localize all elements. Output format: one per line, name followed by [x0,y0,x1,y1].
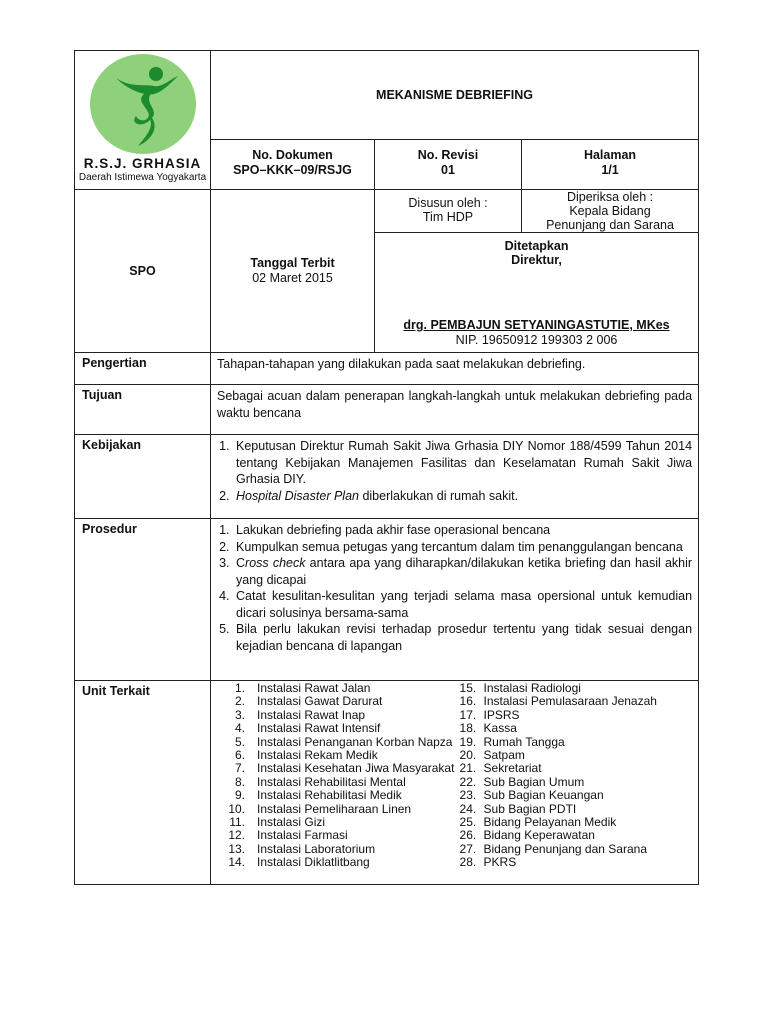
unit-item [221,682,460,695]
unit-name: Instalasi Rawat Inap [257,707,366,722]
unit-name: Instalasi Gawat Darurat [257,694,383,709]
ditetapkan-label: Ditetapkan [504,239,569,253]
unit-name: Satpam [483,748,525,763]
unit-item [221,776,460,789]
prosedur-list [217,522,692,654]
unit-item [460,776,699,789]
unit-item [221,762,460,775]
unit-item [221,722,460,735]
unit-name: Instalasi Radiologi [483,681,581,695]
spo-document [74,50,698,880]
unit-name: Instalasi Farmasi [257,828,348,843]
no-revisi-value: 01 [441,163,455,177]
unit-name: Sub Bagian PDTI [483,801,577,816]
unit-number: 12. [228,828,245,843]
prosedur-item-c: C [236,556,246,570]
tujuan-label: Tujuan [75,385,211,435]
kebijakan-label: Kebijakan [75,435,211,519]
unit-name: Bidang Penunjang dan Sarana [483,841,647,856]
unit-number: 7. [234,761,245,776]
org-region: Daerah Istimewa Yogyakarta [78,172,207,183]
halaman-label: Halaman [583,148,637,162]
prosedur-label: Prosedur [75,519,211,681]
unit-item [460,695,699,708]
diperiksa-label: Diperiksa oleh : [566,190,654,204]
kebijakan-item: 1. Keputusan Direktur Rumah Sakit Jiwa Grhasia DIY Nomor 188/4599 Tahun 2014 tentang Kebijakan Manajemen Fasilitas dan Keselamatan Rumah Sakit Jiwa Grhasia DIY. [233,438,692,488]
unit-item [460,803,699,816]
spo-label: SPO [75,190,211,353]
unit-name: Instalasi Kesehatan Jiwa Masyarakat [257,761,455,776]
unit-item [460,749,699,762]
hospital-logo [90,54,196,154]
spo-table [74,50,699,885]
unit-name: Instalasi Pemeliharaan Linen [257,801,412,816]
unit-name: IPSRS [483,707,520,722]
prosedur-item: 2. Kumpulkan semua petugas yang tercantum dalam tim penanggulangan bencana [233,539,692,556]
units-left-column [221,682,460,870]
unit-item [460,843,699,856]
unit-number: 23. [459,788,477,803]
unit-item [460,829,699,842]
kebijakan-item-italic: Hospital Disaster Plan [236,488,359,503]
unit-name: PKRS [483,855,517,870]
ditetapkan-cell [375,233,699,353]
unit-item [221,749,460,762]
unit-name: Sekretariat [483,761,542,776]
kebijakan-list [217,438,692,504]
unit-item [460,789,699,802]
unit-name: Kassa [483,721,517,736]
unit-name: Instalasi Diklatlitbang [257,855,370,870]
unit-name: Sub Bagian Keuangan [483,788,604,803]
unit-number: 11. [229,815,245,830]
unit-name: Instalasi Laboratorium [257,841,376,856]
prosedur-item: 5. Bila perlu lakukan revisi terhadap prosedur tertentu yang tidak sesuai dengan kejadian bencana di lapangan [233,621,692,654]
unit-number: 8. [234,774,245,789]
disusun-label: Disusun oleh : [408,196,488,210]
unit-item [460,709,699,722]
no-revisi-cell [375,140,522,190]
unit-item [460,856,699,869]
unit-number: 13. [228,841,245,856]
unit-name: Bidang Keperawatan [483,828,595,843]
unit-item [221,709,460,722]
unit-name: Instalasi Rekam Medik [257,748,378,763]
unit-item [460,722,699,735]
unit-number: 24. [459,801,477,816]
unit-name: Bidang Pelayanan Medik [483,815,617,830]
unit-number: 25. [459,815,477,830]
unit-name: Instalasi Rawat Intensif [257,721,381,736]
unit-name: Instalasi Penanganan Korban Napza [257,734,453,749]
ditetapkan-role: Direktur, [511,253,562,267]
prosedur-item [233,555,692,588]
unit-number: 9. [234,788,245,803]
kebijakan-item-rest: diberlakukan di rumah sakit. [358,488,519,503]
pengertian-text: Tahapan-tahapan yang dilakukan pada saat melakukan debriefing. [211,353,699,385]
document-title: MEKANISME DEBRIEFING [211,51,699,140]
halaman-cell [522,140,699,190]
unit-number: 10. [228,801,245,816]
prosedur-item: 4. Catat kesulitan-kesulitan yang terjadi selama masa opersional untuk kemudian dicari solusinya bersama-sama [233,588,692,621]
unit-number: 15. [459,681,477,695]
prosedur-item: 1. Lakukan debriefing pada akhir fase operasional bencana [233,522,692,539]
units-right-column [460,682,699,870]
tujuan-text: Sebagai acuan dalam penerapan langkah-langkah untuk melakukan debriefing pada waktu bencana [211,385,699,435]
unit-number: 22. [459,774,477,789]
diperiksa-value-1: Kepala Bidang [569,204,651,218]
unit-item [460,816,699,829]
unit-item [221,816,460,829]
unit-number: 2. [234,694,245,709]
disusun-cell [375,190,522,233]
unit-number: 28. [459,855,477,870]
unit-number: 20. [459,748,477,763]
unit-item [221,856,460,869]
unit-item [460,762,699,775]
tanggal-terbit-cell [211,190,375,353]
unit-number: 4. [234,721,245,736]
pengertian-label: Pengertian [75,353,211,385]
signatory-name: drg. PEMBAJUN SETYANINGASTUTIE, MKes [403,318,670,332]
unit-name: Instalasi Pemulasaraan Jenazah [483,694,657,709]
unit-name: Instalasi Gizi [257,815,326,830]
unit-item [221,803,460,816]
prosedur-item-italic: ross check [245,556,306,570]
unit-terkait-label: Unit Terkait [75,681,211,885]
unit-number: 27. [459,841,477,856]
unit-item [460,682,699,695]
unit-item [460,736,699,749]
unit-number: 1. [234,681,245,695]
kebijakan-content [211,435,699,519]
unit-number: 26. [459,828,477,843]
prosedur-content [211,519,699,681]
unit-name: Instalasi Rawat Jalan [257,681,371,695]
unit-number: 5. [234,734,245,749]
unit-name: Instalasi Rehabilitasi Medik [257,788,402,803]
signatory-nip: NIP. 19650912 199303 2 006 [455,333,618,347]
unit-item [221,695,460,708]
unit-name: Sub Bagian Umum [483,774,585,789]
unit-name: Instalasi Rehabilitasi Mental [257,774,406,789]
unit-number: 21. [459,761,477,776]
logo-cell [75,51,211,190]
no-dokumen-cell [211,140,375,190]
human-figure-icon [90,54,196,154]
unit-number: 18. [459,721,477,736]
no-dokumen-label: No. Dokumen [252,148,333,162]
prosedur-item-rest: antara apa yang diharapkan/dilakukan ketika briefing dan hasil akhir yang dicapai [236,556,693,587]
unit-item [221,736,460,749]
kebijakan-item [233,488,692,505]
halaman-value: 1/1 [601,163,619,177]
no-revisi-label: No. Revisi [417,148,479,162]
unit-number: 16. [459,694,477,709]
org-name: R.S.J. GRHASIA [83,156,202,171]
tanggal-terbit-label: Tanggal Terbit [250,256,335,270]
tanggal-terbit-value: 02 Maret 2015 [252,271,333,285]
unit-terkait-content [211,681,699,885]
unit-item [221,789,460,802]
unit-number: 17. [459,707,477,722]
diperiksa-cell [522,190,699,233]
unit-number: 14. [228,855,245,870]
unit-name: Rumah Tangga [483,734,565,749]
diperiksa-value-2: Penunjang dan Sarana [546,218,674,232]
no-dokumen-value: SPO–KKK–09/RSJG [233,163,352,177]
unit-number: 6. [234,748,245,763]
unit-number: 3. [234,707,245,722]
unit-item [221,843,460,856]
unit-item [221,829,460,842]
disusun-value: Tim HDP [422,210,474,224]
unit-number: 19. [459,734,477,749]
